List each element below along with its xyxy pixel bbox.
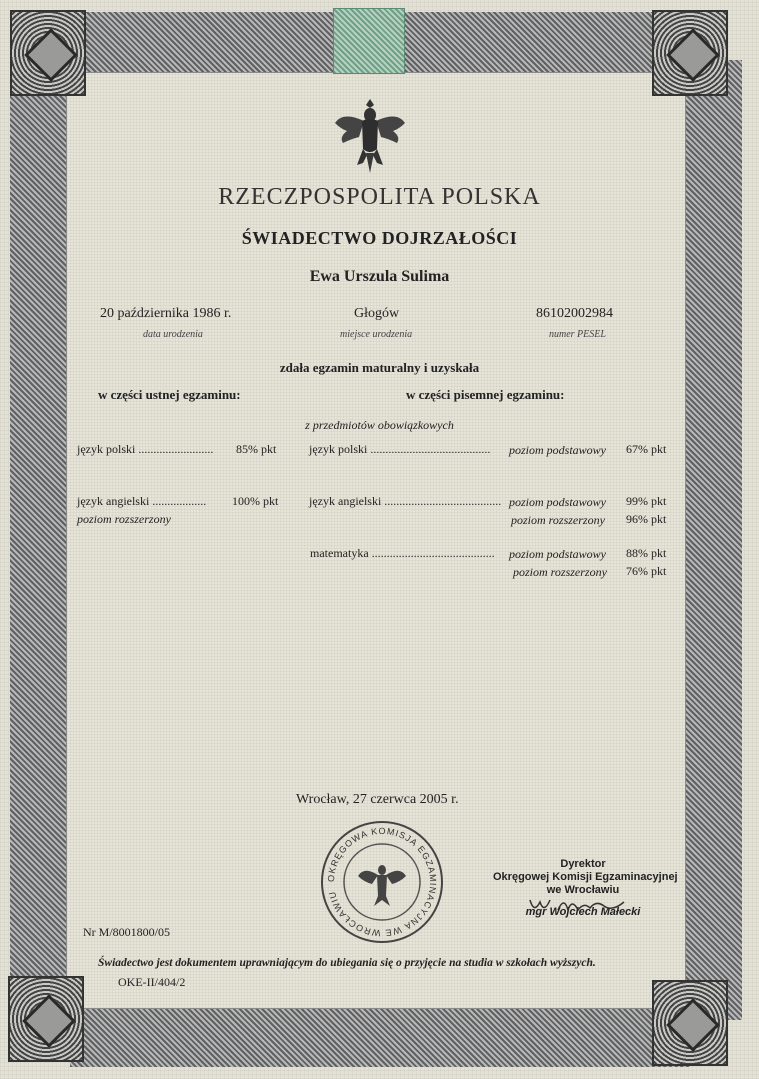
director-organization-city: we Wrocławiu	[546, 884, 620, 896]
corner-ornament-top-right	[652, 10, 728, 96]
certificate-serial-number: Nr M/8001800/05	[83, 925, 170, 939]
form-code: OKE-II/404/2	[118, 975, 186, 989]
written-score-english-basic: 99% pkt	[626, 494, 667, 508]
guilloche-border-bottom	[70, 1005, 690, 1067]
oral-level-english: poziom rozszerzony	[77, 512, 171, 526]
director-organization: Okręgowej Komisji Egzaminacyjnej	[493, 871, 678, 883]
director-title: Dyrektor	[560, 858, 606, 870]
eagle-emblem-icon	[333, 93, 407, 177]
written-level-math-extended: poziom rozszerzony	[513, 565, 607, 579]
birth-place-label: miejsce urodzenia	[340, 329, 413, 340]
written-level-polish-basic: poziom podstawowy	[509, 443, 607, 457]
seal-text: OKRĘGOWA KOMISJA EGZAMINACYJNA WE WROCŁAWIU	[325, 825, 439, 939]
director-name: mgr Wojciech Małecki	[525, 906, 641, 918]
corner-ornament-top-left	[10, 10, 86, 96]
document-title: ŚWIADECTWO DOJRZAŁOŚCI	[241, 228, 518, 248]
oral-section-heading: w części ustnej egzaminu:	[98, 387, 241, 402]
oral-score-english: 100% pkt	[232, 494, 279, 508]
birth-date-label: data urodzenia	[143, 329, 203, 340]
mandatory-subjects-heading: z przedmiotów obowiązkowych	[305, 418, 454, 432]
official-seal-stamp	[320, 820, 444, 944]
exam-passed-text: zdała egzamin maturalny i uzyskała	[279, 360, 480, 375]
birth-date: 20 października 1986 r.	[100, 306, 232, 321]
issue-place-date: Wrocław, 27 czerwca 2005 r.	[296, 792, 459, 807]
oral-score-polish: 85% pkt	[236, 442, 277, 456]
holder-name: Ewa Urszula Sulima	[309, 268, 450, 285]
pesel-number: 86102002984	[536, 306, 613, 321]
written-subject-math: matematyka .........................................	[310, 546, 495, 560]
country-title: RZECZPOSPOLITA POLSKA	[218, 184, 541, 210]
oral-subject-english: język angielski ..................	[77, 494, 207, 508]
written-level-math-basic: poziom podstawowy	[509, 547, 607, 561]
security-hologram	[333, 8, 405, 74]
seal-eagle-icon	[358, 865, 406, 906]
written-subject-polish: język polski ........................................	[309, 442, 491, 456]
written-score-math-extended: 76% pkt	[626, 564, 667, 578]
written-level-english-basic: poziom podstawowy	[509, 495, 607, 509]
legal-notice: Świadectwo jest dokumentem uprawniającym do ubiegania się o przyjęcie na studia w szkołach wyższych.	[98, 957, 596, 969]
oral-subject-polish: język polski .........................	[77, 442, 214, 456]
corner-ornament-bottom-right	[652, 980, 728, 1066]
written-score-math-basic: 88% pkt	[626, 546, 667, 560]
written-score-polish-basic: 67% pkt	[626, 442, 667, 456]
birth-place: Głogów	[354, 306, 400, 321]
pesel-label: numer PESEL	[549, 329, 606, 340]
corner-ornament-bottom-left	[8, 976, 84, 1062]
written-subject-english: język angielski .......................................	[309, 494, 502, 508]
written-level-english-extended: poziom rozszerzony	[511, 513, 605, 527]
written-score-english-extended: 96% pkt	[626, 512, 667, 526]
written-section-heading: w części pisemnej egzaminu:	[406, 387, 565, 402]
